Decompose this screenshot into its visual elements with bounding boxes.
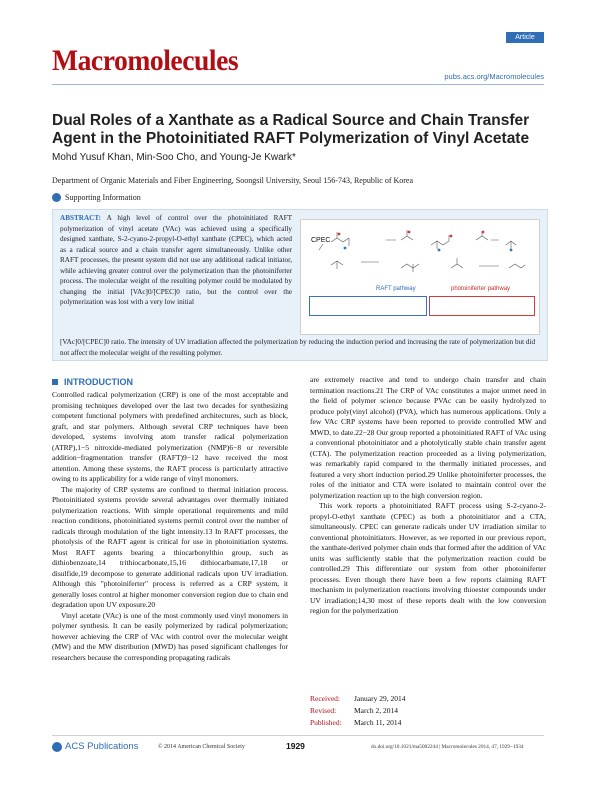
journal-url-link[interactable]: pubs.acs.org/Macromolecules	[444, 72, 544, 81]
section-title: INTRODUCTION	[64, 377, 133, 387]
copyright: © 2014 American Chemical Society	[158, 744, 245, 750]
toc-graphic	[300, 219, 540, 335]
paragraph: Controlled radical polymerization (CRP) is one of the most acceptable and promising techniques developed over the last two decades for synthesizing competent functional polymers with predefined architectures, such as block, graft, and star polymers. Although several CRP techniques have been developed, systems involving atom transfer radical polymerization (ATRP),1−5 nitroxide-mediated polymerization (NMP)6−8 or reversible addition−fragmentation transfer (RAFT)9−12 have received the most attention. Among these systems, the RAFT process is particularly attractive owing to its applicability for a wide range of vinyl monomers.	[52, 390, 288, 483]
supporting-information-link[interactable]	[52, 193, 141, 202]
date-revised: Revised: March 2, 2014	[310, 706, 398, 715]
acs-icon	[52, 742, 62, 752]
paragraph: This work reports a photoinitiated RAFT process using S-2-cyano-2-propyl-O-ethyl xanthate (CPEC) as both a photoinitiator and a CTA, simultaneously. CPEC can generate radicals under UV irradiation similar to conventional photoinitiators. However, as we reported in our previous report, the xanthate-derived polymer chain ends that formed after the addition of VAc units was sufficiently stable that the polymerization reaction could be controlled.29 This differentiate our system from other photoiniferter processes. Even though there have been a few reports claiming RAFT mechanism in polymerization reactions involving thioester compounds under UV irradiation;14,30 most of these reports dealt with the low conversion region for the polymerization	[310, 501, 546, 615]
toc-structures	[301, 220, 537, 290]
abstract-continued: [VAc]0/[CPEC]0 ratio. The intensity of UV irradiation affected the polymerization by reducing the induction period and increasing the rate of polymerization but did not affect the molecular weight of the resulting polymer.	[60, 338, 536, 357]
affiliation: Department of Organic Materials and Fiber Engineering, Soongsil University, Seoul 156-743, Republic of Korea	[52, 176, 414, 185]
date-published: Published: March 11, 2014	[310, 718, 402, 727]
publication-dates	[310, 693, 405, 729]
footer-divider	[52, 735, 544, 736]
paragraph: The majority of CRP systems are confined to thermal initiation process. Photoinitiated systems provide several advantages over thermally initiated polymerization reactions. With simple operational requirements and mild reaction conditions, photoinitiated systems permit control over the number of radicals through modulation of the light intensity.13 In RAFT processes, the photolysis of the RAFT agent is critical for use in photoinitiation systems. Most RAFT agents bearing a thiocarbonylthio group, such as dithiobenzoate,14 trithiocarbonate,15,16 dithiocarbamate,17,18 or disulfide,19 decompose to generate additional radicals upon UV irradiation. Although this "photoiniferter" process is referred as a CRP system, it generally loses control at higher monomer conversion region due to chain end degradation upon UV exposure.20	[52, 484, 288, 609]
supporting-info-icon	[52, 193, 61, 202]
toc-photoiniferter-box	[429, 296, 535, 316]
toc-cpec-label: CPEC	[311, 237, 331, 244]
body-column-right	[310, 375, 546, 617]
date-received: Received: January 29, 2014	[310, 694, 406, 703]
header-divider	[52, 84, 544, 85]
journal-logo: Macromolecules	[52, 44, 239, 77]
supporting-info-label: Supporting Information	[65, 193, 141, 202]
article-type-badge: Article	[506, 32, 544, 43]
abstract-text	[60, 213, 292, 308]
toc-photoiniferter-label: photoiniferter pathway	[451, 286, 511, 292]
paragraph: Vinyl acetate (VAc) is one of the most commonly used vinyl monomers in polymer synthesis. It can be easily polymerized by radical polymerization; however achieving the CRP of VAc with control over the molecular weight (MW) and the MW distribution (MWD) has posed significant challenges for researchers because the corresponding propagating radicals	[52, 610, 288, 662]
acs-publications-logo[interactable]	[52, 741, 138, 752]
article-title: Dual Roles of a Xanthate as a Radical Source and Chain Transfer Agent in the Photoinitiated RAFT Polymerization of Vinyl Acetate	[52, 112, 530, 147]
body-column-left	[52, 390, 288, 663]
publisher-name: ACS Publications	[65, 741, 139, 752]
author-list: Mohd Yusuf Khan, Min-Soo Cho, and Young-Je Kwark*	[52, 152, 296, 163]
abstract-body: A high level of control over the photoinitiated RAFT polymerization of vinyl acetate (VAc) was achieved using a specifically designed xanthate, S-2-cyano-2-propyl-O-ethyl xanthate (CPEC), which acted as a radical source and a chain transfer agent simultaneously. Unlike other RAFT processes, the present system did not use any additional radical initiator, while achieving greater control over the polymerization than the photoiniferter process. The molecular weight of the resulting polymer could be modulated by changing the initial [VAc]0/[CPEC]0 ratio, but the control over the polymerization was lost with a very low initial	[60, 214, 293, 306]
doi-citation-link[interactable]: dx.doi.org/10.1021/ma5002244 | Macromolecules 2014, 47, 1929−1934	[371, 744, 524, 750]
abstract-label: ABSTRACT:	[60, 214, 102, 222]
section-heading-introduction	[52, 377, 133, 387]
toc-raft-pathway-label: RAFT pathway	[376, 286, 416, 292]
toc-raft-box	[309, 296, 427, 316]
section-marker-icon	[52, 379, 58, 385]
page-number: 1929	[286, 741, 305, 751]
paragraph: are extremely reactive and tend to undergo chain transfer and chain termination reactions.21 The CRP of VAc constitutes a major unmet need in the field of polymer science because PVAc can be easily hydrolyzed to produce poly(vinyl alcohol) (PVA), which has numerous applications. Only a few VAc CRP systems have been reported to provide controlled MW and MWD, to date.22−28 Our group reported a photoinitiated RAFT of VAc using a conventional photoinitiator and a photolytically stable chain transfer agent (CTA). The polymerization reaction proceeded as a living polymerization, was remarkably rapid compared to the thermally initiated processes, and featured a very short induction period.29 Unlike photoiniferter processes, the roles of the initiator and CTA were isolated to maintain control over the polymerization reaction up to the high conversion region.	[310, 375, 546, 500]
